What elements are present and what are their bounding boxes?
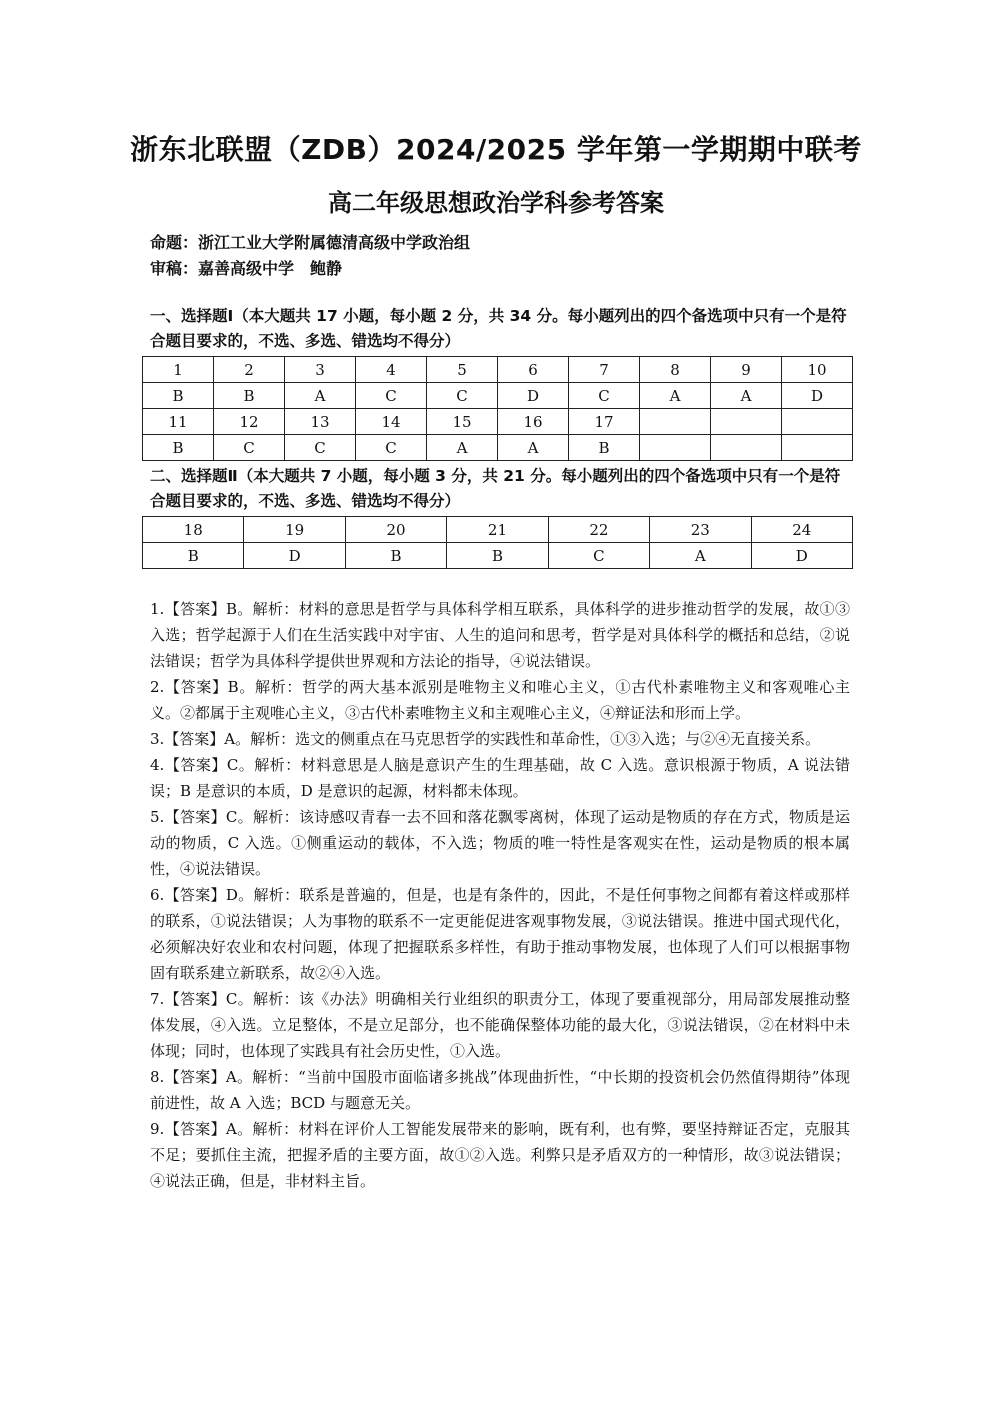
reviewer-line: 审稿：嘉善高级中学 鲍静 bbox=[150, 259, 343, 278]
question-number-cell: 16 bbox=[498, 409, 569, 435]
author-line: 命题：浙江工业大学附属德清高级中学政治组 bbox=[150, 233, 471, 252]
answer-cell: A bbox=[427, 435, 498, 461]
question-number-cell: 6 bbox=[498, 357, 569, 383]
explanation-item: 4.【答案】C。解析：材料意思是人脑是意识产生的生理基础，故 C 入选。意识根源于物质，A 说法错误；B 是意识的本质，D 是意识的起源，材料都未体现。 bbox=[150, 756, 850, 800]
answer-cell: B bbox=[569, 435, 640, 461]
explanations-list bbox=[150, 596, 850, 1194]
answer-cell: A bbox=[498, 435, 569, 461]
answer-cell: C bbox=[569, 383, 640, 409]
question-number-cell bbox=[782, 409, 853, 435]
question-number-cell: 10 bbox=[782, 357, 853, 383]
question-number-cell: 15 bbox=[427, 409, 498, 435]
question-number-cell bbox=[711, 409, 782, 435]
question-number-cell: 19 bbox=[244, 517, 345, 543]
answer-cell: B bbox=[447, 543, 548, 569]
answer-cell: C bbox=[214, 435, 285, 461]
question-number-cell: 22 bbox=[548, 517, 649, 543]
explanation-item: 7.【答案】C。解析：该《办法》明确相关行业组织的职责分工，体现了要重视部分，用局部发展推动整体发展，④入选。立足整体，不是立足部分，也不能确保整体功能的最大化，③说法错误，②在材料中未体现；同时，也体现了实践具有社会历史性，①入选。 bbox=[150, 990, 850, 1060]
section2-heading: 二、选择题Ⅱ（本大题共 7 小题，每小题 3 分，共 21 分。每小题列出的四个备选项中只有一个是符合题目要求的，不选、多选、错选均不得分） bbox=[150, 467, 841, 510]
answer-cell: C bbox=[548, 543, 649, 569]
question-number-cell: 21 bbox=[447, 517, 548, 543]
answer-cell: B bbox=[214, 383, 285, 409]
question-number-cell: 4 bbox=[356, 357, 427, 383]
question-number-cell: 9 bbox=[711, 357, 782, 383]
question-number-cell: 14 bbox=[356, 409, 427, 435]
question-number-cell bbox=[640, 409, 711, 435]
question-number-cell: 18 bbox=[143, 517, 244, 543]
document-subtitle: 高二年级思想政治学科参考答案 bbox=[328, 189, 664, 217]
answer-cell bbox=[711, 435, 782, 461]
explanation-item: 2.【答案】B。解析：哲学的两大基本派别是唯物主义和唯心主义，①古代朴素唯物主义和客观唯心主义。②都属于主观唯心主义，③古代朴素唯物主义和主观唯心主义，④辩证法和形而上学。 bbox=[150, 678, 850, 722]
answer-cell: B bbox=[143, 435, 214, 461]
answer-cell: C bbox=[356, 435, 427, 461]
answer-row bbox=[143, 357, 853, 383]
answer-cell: A bbox=[285, 383, 356, 409]
question-number-cell: 12 bbox=[214, 409, 285, 435]
explanation-item: 1.【答案】B。解析：材料的意思是哲学与具体科学相互联系，具体科学的进步推动哲学的发展，故①③入选；哲学起源于人们在生活实践中对宇宙、人生的追问和思考，哲学是对具体科学的概括和总结，②说法错误；哲学为具体科学提供世界观和方法论的指导，④说法错误。 bbox=[150, 600, 850, 670]
answer-row bbox=[143, 543, 853, 569]
document-title: 浙东北联盟（ZDB）2024/2025 学年第一学期期中联考 bbox=[130, 133, 862, 166]
explanation-item: 3.【答案】A。解析：选文的侧重点在马克思哲学的实践性和革命性，①③入选；与②④无直接关系。 bbox=[150, 730, 821, 748]
question-number-cell: 23 bbox=[650, 517, 751, 543]
answer-cell: D bbox=[498, 383, 569, 409]
answer-cell: C bbox=[285, 435, 356, 461]
question-number-cell: 24 bbox=[751, 517, 852, 543]
answer-cell: B bbox=[143, 543, 244, 569]
answer-cell: A bbox=[650, 543, 751, 569]
question-number-cell: 8 bbox=[640, 357, 711, 383]
question-number-cell: 5 bbox=[427, 357, 498, 383]
answer-cell: B bbox=[345, 543, 446, 569]
question-number-cell: 13 bbox=[285, 409, 356, 435]
question-number-cell: 2 bbox=[214, 357, 285, 383]
section2-answer-table bbox=[142, 516, 853, 569]
question-number-cell: 20 bbox=[345, 517, 446, 543]
answer-cell: A bbox=[711, 383, 782, 409]
answer-cell bbox=[640, 435, 711, 461]
answer-cell: D bbox=[244, 543, 345, 569]
explanation-item: 5.【答案】C。解析：该诗感叹青春一去不回和落花飘零离树，体现了运动是物质的存在方式，物质是运动的物质，C 入选。①侧重运动的载体，不入选；物质的唯一特性是客观实在性，运动是物质的根本属性，④说法错误。 bbox=[150, 808, 850, 878]
answer-row bbox=[143, 383, 853, 409]
answer-cell: A bbox=[640, 383, 711, 409]
answer-cell bbox=[782, 435, 853, 461]
answer-row bbox=[143, 435, 853, 461]
question-number-cell: 11 bbox=[143, 409, 214, 435]
answer-cell: C bbox=[356, 383, 427, 409]
answer-row bbox=[143, 409, 853, 435]
section1-heading: 一、选择题Ⅰ（本大题共 17 小题，每小题 2 分，共 34 分。每小题列出的四个备选项中只有一个是符合题目要求的，不选、多选、错选均不得分） bbox=[150, 307, 847, 350]
explanation-item: 9.【答案】A。解析：材料在评价人工智能发展带来的影响，既有利，也有弊，要坚持辩证否定，克服其不足；要抓住主流，把握矛盾的主要方面，故①②入选。利弊只是矛盾双方的一种情形，故③说法错误；④说法正确，但是，非材料主旨。 bbox=[150, 1120, 850, 1190]
question-number-cell: 7 bbox=[569, 357, 640, 383]
answer-cell: D bbox=[751, 543, 852, 569]
answer-row bbox=[143, 517, 853, 543]
answer-cell: C bbox=[427, 383, 498, 409]
question-number-cell: 1 bbox=[143, 357, 214, 383]
answer-cell: D bbox=[782, 383, 853, 409]
section1-answer-table bbox=[142, 356, 853, 461]
answer-cell: B bbox=[143, 383, 214, 409]
question-number-cell: 3 bbox=[285, 357, 356, 383]
question-number-cell: 17 bbox=[569, 409, 640, 435]
explanation-item: 6.【答案】D。解析：联系是普遍的，但是，也是有条件的，因此，不是任何事物之间都有着这样或那样的联系，①说法错误；人为事物的联系不一定更能促进客观事物发展，③说法错误。推进中国式现代化，必须解决好农业和农村问题，体现了把握联系多样性，有助于推动事物发展，也体现了人们可以根据事物固有联系建立新联系，故②④入选。 bbox=[150, 886, 850, 982]
explanation-item: 8.【答案】A。解析：“当前中国股市面临诸多挑战”体现曲折性，“中长期的投资机会仍然值得期待”体现前进性，故 A 入选；BCD 与题意无关。 bbox=[150, 1068, 850, 1112]
